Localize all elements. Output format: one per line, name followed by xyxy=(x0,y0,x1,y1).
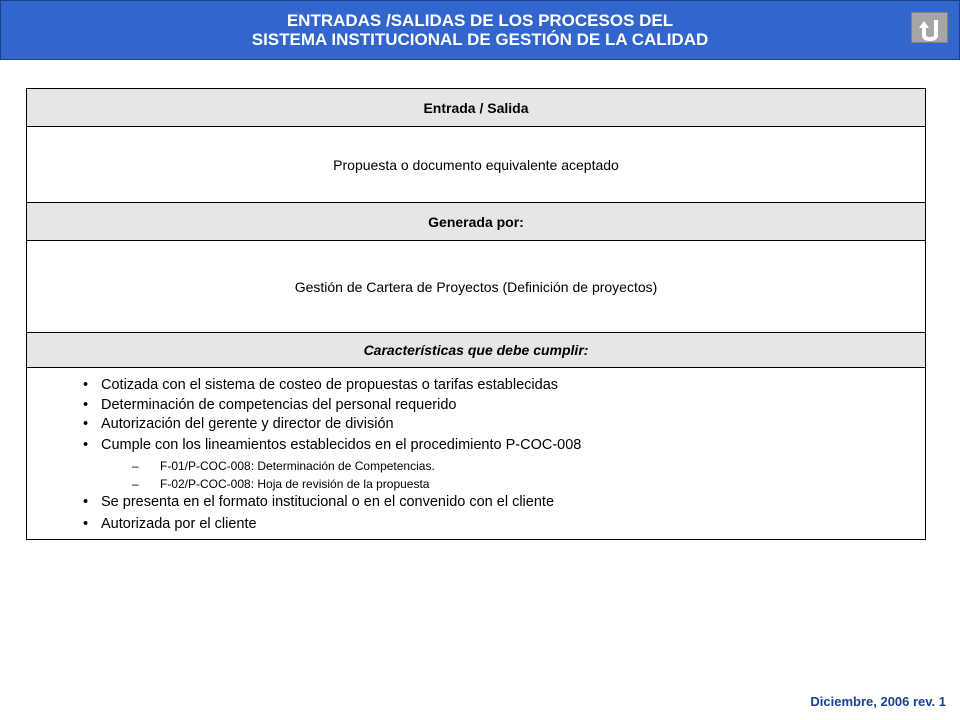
characteristics-heading: Características que debe cumplir: xyxy=(363,342,589,358)
list-item-text: Autorización del gerente y director de división xyxy=(101,416,394,432)
io-value-row xyxy=(27,127,925,203)
generated-heading: Generada por: xyxy=(428,213,524,230)
sub-list-item-text: F-02/P-COC-008: Hoja de revisión de la propuesta xyxy=(160,477,430,491)
bullet-glyph: • xyxy=(83,397,89,413)
generated-value: Gestión de Cartera de Proyectos (Definición de proyectos) xyxy=(294,278,658,295)
footer-date-revision: Diciembre, 2006 rev. 1 xyxy=(810,694,946,709)
bullet-glyph: • xyxy=(83,516,89,532)
page-title-line-2: SISTEMA INSTITUCIONAL DE GESTIÓN DE LA CALIDAD xyxy=(251,30,709,49)
list-item-text: Cotizada con el sistema de costeo de propuestas o tarifas establecidas xyxy=(101,377,559,393)
list-item xyxy=(83,397,456,413)
u-turn-back-icon xyxy=(917,15,943,41)
list-item xyxy=(83,437,581,453)
sub-list-item xyxy=(132,477,429,491)
list-item-text: Determinación de competencias del personal requerido xyxy=(101,397,457,413)
sub-list-item-text: F-01/P-COC-008: Determinación de Competencias. xyxy=(160,459,435,473)
io-value: Propuesta o documento equivalente aceptado xyxy=(333,156,619,173)
page-title-line-1: ENTRADAS /SALIDAS DE LOS PROCESOS DEL xyxy=(286,11,674,30)
dash-glyph: – xyxy=(132,459,139,473)
characteristics-heading-row xyxy=(27,333,925,368)
io-document-table xyxy=(26,88,926,540)
sub-list-item xyxy=(132,459,435,473)
list-item xyxy=(83,377,558,393)
list-item xyxy=(83,416,394,432)
bullet-glyph: • xyxy=(83,494,89,510)
list-item-text: Cumple con los lineamientos establecidos en el procedimiento P-COC-008 xyxy=(101,437,582,453)
io-heading-row xyxy=(27,89,925,127)
list-item xyxy=(83,494,554,510)
page-header xyxy=(0,0,960,60)
dash-glyph: – xyxy=(132,477,139,491)
io-heading: Entrada / Salida xyxy=(423,99,529,116)
bullet-glyph: • xyxy=(83,377,89,393)
generated-heading-row xyxy=(27,203,925,241)
list-item xyxy=(83,516,257,532)
back-button[interactable] xyxy=(911,12,948,43)
list-item-text: Se presenta en el formato institucional o en el convenido con el cliente xyxy=(101,494,555,510)
bullet-glyph: • xyxy=(83,437,89,453)
generated-value-row xyxy=(27,241,925,333)
list-item-text: Autorizada por el cliente xyxy=(101,516,257,532)
bullet-glyph: • xyxy=(83,416,89,432)
